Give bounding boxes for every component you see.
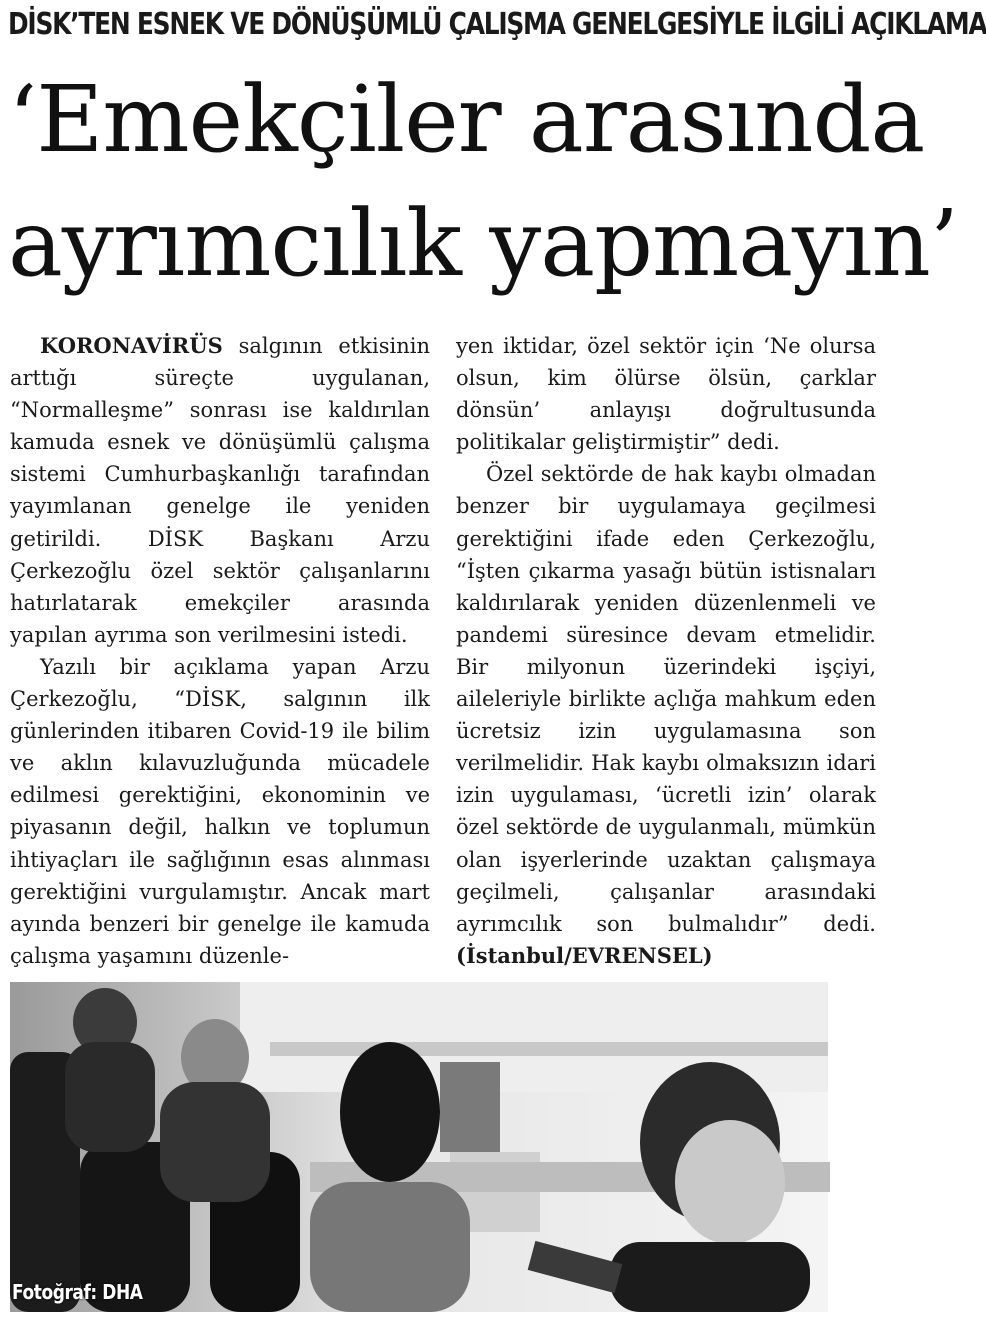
paragraph-intro <box>10 330 430 651</box>
article-signature: (İstanbul/EVRENSEL) <box>456 942 713 968</box>
article-kicker: DİSK’TEN ESNEK VE DÖNÜŞÜMLÜ ÇALIŞMA GENELGESİYLE İLGİLİ AÇIKLAMA <box>8 7 986 42</box>
paragraph-continuation: yen iktidar, özel sektör için ‘Ne olursa olsun, kim ölürse ölsün, çarklar dönsün’ anlayışı doğrultusunda politikalar geliştirmiştir” dedi. <box>456 334 876 455</box>
article-photo <box>10 982 828 1312</box>
demands-text: Özel sektörde de hak kaybı olmadan benzer bir uygulamaya geçilmesi gerektiğini ifade eden Çerkezoğlu, “İşten çıkarma yasağı bütün istisnaları kaldırılarak yeniden düzenlenmeli ve pandemi süresince devam etmelidir. Bir milyonun üzerindeki işçiyi, aileleriyle birlikte açlığa mahkum eden ücretsiz izin uygulamasına son verilmelidir. Hak kaybı olmaksızın idari izin uygulaması, ‘ücretli izin’ olarak özel sektörde de uygulanmalı, mümkün olan işyerlerinde uzaktan çalışmaya geçilmeli, çalışanlar arasındaki ayrımcılık son bulmalıdır” dedi. <box>456 462 876 936</box>
lead-word: KORONAVİRÜS <box>40 333 223 358</box>
paragraph-statement: Yazılı bir açıklama yapan Arzu Çerkezoğlu, “DİSK, salgının ilk günlerinden itibaren Covid-19 ile bilim ve aklın kılavuzluğunda mücadele edilmesi gerektiğini, ekonominin ve piyasanın değil, halkın ve toplumun ihtiyaçları ile sağlığının esas alınması gerektiğini vurgulamıştır. Ancak mart ayında benzeri bir genelge ile kamuda çalışma yaşamını düzenle- <box>10 654 430 968</box>
headline-line-1: ‘Emekçiler arasında <box>8 66 925 173</box>
article-column-left <box>10 330 430 972</box>
office-workers-image <box>10 982 828 1312</box>
headline-line-2: ayrımcılık yapmayın’ <box>8 190 958 297</box>
paragraph-demands <box>456 458 876 972</box>
photo-caption: Fotoğraf: DHA <box>12 1280 143 1304</box>
article-headline <box>8 58 958 306</box>
article-column-right <box>456 330 876 972</box>
intro-text: salgının etkisinin arttığı süreçte uygulanan, “Normalleşme” sonrası ise kaldırılan kamuda esnek ve dönüşümlü çalışma sistemi Cumhurbaşkanlığı tarafından yayımlanan genelge ile yeniden getirildi. DİSK Başkanı Arzu Çerkezoğlu özel sektör çalışanlarını hatırlatarak emekçiler arasında yapılan ayrıma son verilmesini istedi. <box>10 334 430 647</box>
